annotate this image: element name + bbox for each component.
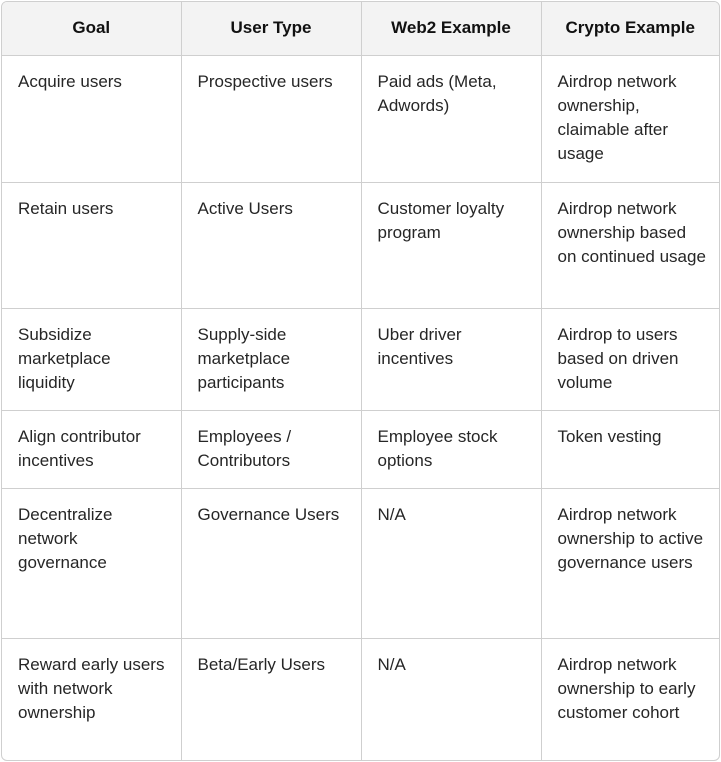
cell-crypto-example: Airdrop network ownership to early customer cohort bbox=[557, 654, 696, 722]
cell-goal: Subsidize marketplace liquidity bbox=[2, 308, 181, 410]
cell-web2-example: N/A bbox=[361, 638, 541, 761]
cell-crypto-example: Airdrop network ownership based on continued usage bbox=[541, 182, 719, 308]
table-row bbox=[2, 488, 719, 638]
cell-crypto-example: Airdrop network ownership, claimable after usage bbox=[541, 55, 719, 182]
cell-user-type: Governance Users bbox=[181, 488, 361, 638]
cell-crypto-example: Airdrop network ownership to active governance users bbox=[541, 488, 719, 638]
column-header-goal: Goal bbox=[2, 2, 181, 55]
cell-goal: Reward early users with network ownership bbox=[2, 638, 181, 761]
table-row bbox=[2, 182, 719, 308]
header-row bbox=[2, 2, 719, 55]
cell-goal: Decentralize network governance bbox=[2, 488, 181, 638]
cell-web2-example: N/A bbox=[361, 488, 541, 638]
data-table bbox=[2, 2, 719, 761]
cell-user-type: Employees / Contributors bbox=[181, 410, 361, 488]
comparison-table bbox=[1, 1, 720, 761]
table-row bbox=[2, 308, 719, 410]
cell-user-type: Prospective users bbox=[181, 55, 361, 182]
table-row bbox=[2, 55, 719, 182]
cell-crypto-example: Token vesting bbox=[541, 410, 719, 488]
cell-web2-example: Paid ads (Meta, Adwords) bbox=[361, 55, 541, 182]
cell-goal: Acquire users bbox=[2, 55, 181, 182]
cell-web2-example: Customer loyalty program bbox=[361, 182, 541, 308]
table-row bbox=[2, 638, 719, 761]
column-header-crypto-example: Crypto Example bbox=[541, 2, 719, 55]
cell-web2-example: Employee stock options bbox=[361, 410, 541, 488]
cell-goal: Retain users bbox=[2, 182, 181, 308]
column-header-user-type: User Type bbox=[181, 2, 361, 55]
cell-goal: Align contributor incentives bbox=[2, 410, 181, 488]
cell-user-type: Active Users bbox=[181, 182, 361, 308]
cell-user-type: Beta/Early Users bbox=[181, 638, 361, 761]
column-header-web2-example: Web2 Example bbox=[361, 2, 541, 55]
cell-web2-example: Uber driver incentives bbox=[361, 308, 541, 410]
cell-user-type: Supply-side marketplace participants bbox=[181, 308, 361, 410]
cell-crypto-example: Airdrop to users based on driven volume bbox=[541, 308, 719, 410]
table-row bbox=[2, 410, 719, 488]
